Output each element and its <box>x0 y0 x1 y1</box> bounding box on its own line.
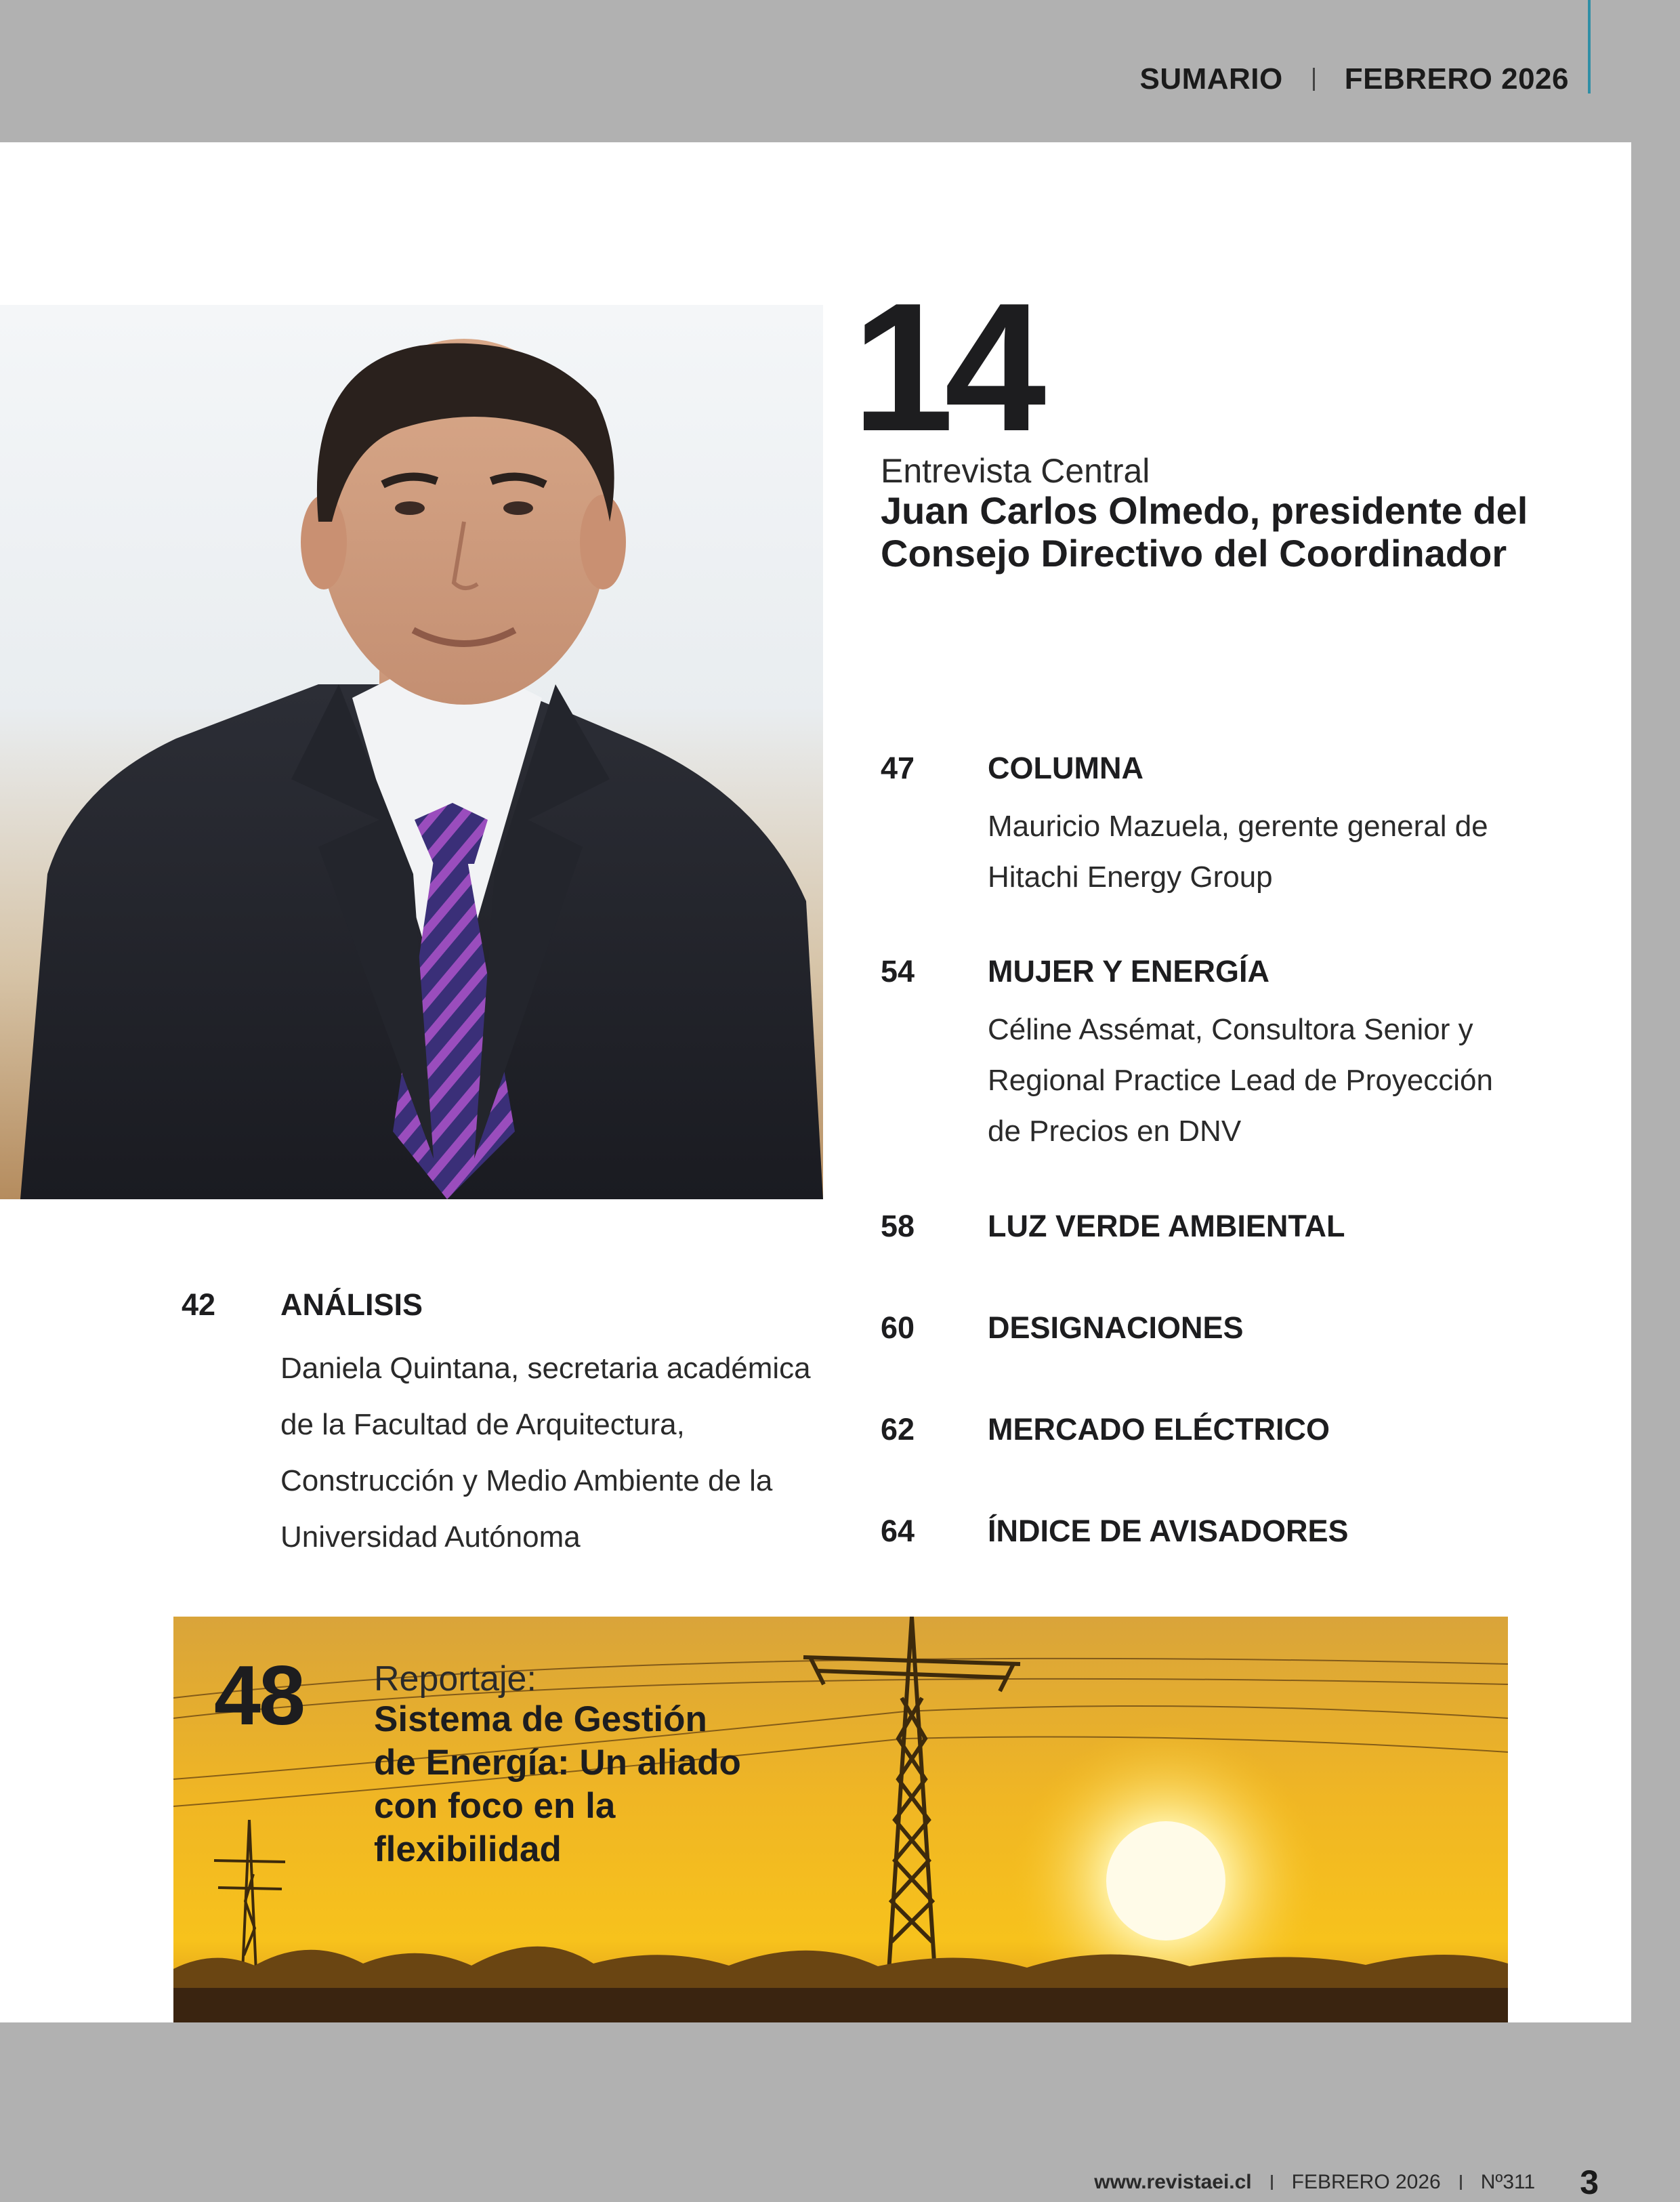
footer-issue-date: FEBRERO 2026 <box>1291 2171 1441 2193</box>
report-title[interactable]: Sistema de Gestión de Energía: Un aliado con foco en la flexibilidad <box>374 1699 741 1869</box>
page-footer <box>1094 2163 1599 2202</box>
footer-issue-number: Nº311 <box>1480 2171 1536 2193</box>
feature-kicker: Entrevista Central <box>881 452 1150 490</box>
footer-divider <box>1271 2175 1273 2190</box>
footer-website-link[interactable]: www.revistaei.cl <box>1094 2171 1252 2193</box>
report-kicker: Reportaje: <box>374 1659 537 1699</box>
toc-section: ÍNDICE DE AVISADORES <box>988 1514 1349 1548</box>
toc-section: COLUMNA <box>988 751 1143 785</box>
header-divider <box>1313 68 1315 91</box>
toc-page-number: 58 <box>881 1209 915 1243</box>
footer-divider <box>1460 2175 1462 2190</box>
toc-section: MERCADO ELÉCTRICO <box>988 1412 1330 1447</box>
toc-page-number: 47 <box>881 751 915 785</box>
toc-section: ANÁLISIS <box>280 1287 423 1322</box>
portrait-photo <box>0 305 823 1199</box>
toc-description: Daniela Quintana, secretaria académica de la Facultad de Arquitectura, Construcción y Medio Ambiente de la Universidad Autónoma <box>280 1352 811 1554</box>
toc-page-number: 42 <box>182 1287 216 1322</box>
portrait-figure <box>0 142 823 1199</box>
header-section: SUMARIO <box>1139 62 1283 96</box>
header-accent-bar <box>1588 0 1591 94</box>
toc-section: DESIGNACIONES <box>988 1310 1244 1345</box>
toc-section: LUZ VERDE AMBIENTAL <box>988 1209 1345 1243</box>
toc-page-number: 60 <box>881 1310 915 1345</box>
report-page-number: 48 <box>214 1649 303 1743</box>
feature-page-number: 14 <box>852 266 1037 470</box>
toc-page-number: 54 <box>881 954 915 989</box>
feature-title[interactable]: Juan Carlos Olmedo, presidente del Consejo Directivo del Coordinador <box>881 489 1528 575</box>
toc-description: Céline Assémat, Consultora Senior y Regional Practice Lead de Proyección de Precios en DNV <box>988 1013 1494 1148</box>
page-header <box>1139 62 1569 96</box>
toc-section: MUJER Y ENERGÍA <box>988 954 1269 989</box>
toc-description: Mauricio Mazuela, gerente general de Hitachi Energy Group <box>988 810 1488 894</box>
toc-page-number: 62 <box>881 1412 915 1447</box>
header-issue-date: FEBRERO 2026 <box>1344 62 1569 96</box>
footer-page-number: 3 <box>1580 2163 1599 2201</box>
toc-page-number: 64 <box>881 1514 915 1548</box>
